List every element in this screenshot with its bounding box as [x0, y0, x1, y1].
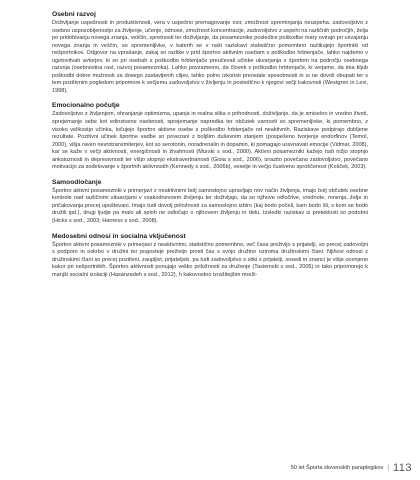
section-emotional-wellbeing: [52, 101, 368, 171]
section-paragraph: Zadovoljstvo z življenjem, ohranjanje optimizma, upanja in realna slika o prihodnosti, doživljanje, da je smiselno in vredno živeti, sprejemanje sebe kot edinstvene osebnosti, sprejemanje napredka ter občutek varnosti so spremenljivke, ki pomembno, z visoko velikostjo učinka, ločujejo športno aktivne osebe s poškodbo hrbtenjače od neaktivnih. Raziskave podpirajo dobljene rezultate. Pozitivni učinek športne vadbe so povezani z boljšim duševnim stanjem (pospešeno tvorjenje endorfinov (Temol, 2000), višja raven nevrotransmiterjev, kot so serotonin, noradrenalin in dopamin, ki pomagajo uravnavati emocije (Vidmar, 2008), kar se kaže v večji aktivnosti, energičnosti in živahnosti (Murski s sod., 2000). Aktivni posamezniki kažejo tudi nižjo stopnjo anksioznosti in depresivnosti ter višjo stopnjo ekstravertiranosti (Gioia s sod., 2006), izrazito povečano zadovoljstvo, povečano motivacijo za sodelovanje v športnih aktivnostih (Kennedy s sod., 2006b), veselje in večjo čustveno sproščenost (Košček, 2003).: [52, 111, 368, 171]
section-paragraph: Športno aktivni posamezniki v primerjavi z neaktivnimi bolj samostojno upravljajo nov način življenja, imajo bolj občutek osebne kontrole nad različnimi situacijami v vsakodnevnem življenju ter doživljajo, da so njihove odločitve, vrednote, mnenja, želje in pričakovanja precej upoštevani. Imajo tudi dovolj priložnosti za samostojno izbiro (kaj bodo počeli, kam bodo šli, s kom se bodo družili ipd.), drugi ljudje pa malo ali sploh ne odločajo o njihovem življenju in delu. Izsledki raziskav iz preteklosti so podobni (Hicks s sod., 2003; Harness s sod., 2008).: [52, 187, 368, 225]
footer-separator: |: [387, 465, 389, 471]
page-number: 113: [392, 462, 412, 474]
footer-title: 50 let Športa slovenskih paraplegikov: [290, 465, 384, 471]
section-heading: Medosebni odnosi in socialna vključenost: [52, 232, 186, 240]
section-heading: Samoodločanje: [52, 178, 102, 186]
text-column: [52, 10, 368, 285]
section-personal-development: [52, 10, 368, 95]
section-paragraph: Doživljanje uspešnosti in produktivnosti, vera v uspešno premagovanje ovir, zmožnost spreminjanja neuspeha. zadovoljstvo z osebno usposobljenostjo za življenje, učenje, odnose, zmožnost koncentracije, zadovoljstvo z uspehi na različnih področjih, želja po pridobivanju novega znanja, veščin, spretnosti ter doživljanje, da posameznike posledice poškodbe mary ovirajo pri usvajanju novega znanja in veščin, so spremenljivke, v katerih se v naši raziskavi statistično pomembno razlikujejo športniki od nešportnikov. Odgovor na vprašanje, zakaj so razlike v prid športno aktivnim osebam s poškodbo hrbtenjače, lahko najdemo v ugotovitvah avtorjev, ki so pri osebah s poškodbo hrbtenjače preučevali učinke ukvarjanja s športom na področju osebnega razvoja (osebnostna rast, razvoj posameznika). Lahko povzamemo, da človek s poškodbo hrbtenjače, ki verjame, da ima kljub poškodbi dobre možnosti za dosego zastavljenih ciljev, lahko polno izkoristi preostale sposobnosti in si ne dovoli obupati ter s tem pozitivnim pogledom pripomore k večjemu zadovoljstvu v življenju in posledično k njegovi večji kakovosti (Westgren in Levi, 1998).: [52, 20, 368, 94]
section-heading: Emocionalno počutje: [52, 102, 120, 110]
section-self-determination: [52, 178, 368, 226]
page-footer: [291, 462, 412, 474]
section-interpersonal-relations: [52, 232, 368, 280]
section-paragraph: Športno aktivni posamezniki v primerjavi z neaktivnimi, statistično pomembno, več časa preživijo s prijatelji, so precej zadovoljni s podporo in oskrbo v družini ter pogosteje preživijo prosti čas s svojo družino oziroma družinskimi člani. Njihovi odnosi z družinskimi člani so precej pozitivni, zaupljivi, prijateljski, pa tudi zadovoljstvo s stiki s prijatelji, sosedi in znanci je višje ocenjeno kakor pri nešportnikih. Športno aktivnosti ponujajo veliko priložnosti za druženje (Tasiemski s sod., 2005) in tako pripomorejo k manjši socialni izolaciji (Hasanzadeh s sod., 2012), h kakovostno izražitejšim mreži-: [52, 241, 368, 278]
section-heading: Osebni razvoj: [52, 11, 96, 18]
